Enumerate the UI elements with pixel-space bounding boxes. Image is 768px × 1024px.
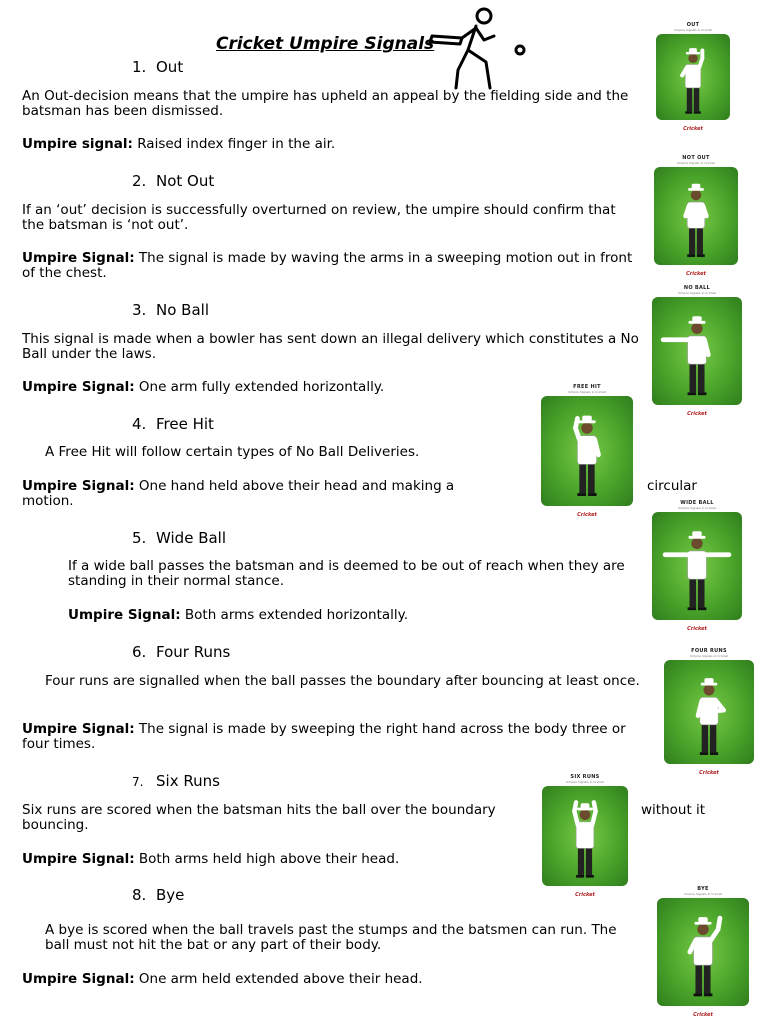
card-subtitle: Umpire Signals in Cricket — [678, 506, 716, 510]
card-title: FREE HIT — [573, 384, 601, 390]
section-6-description: Four runs are signalled when the ball passes the boundary after bouncing at least once. — [45, 673, 640, 689]
umpire-left-shoe — [688, 607, 696, 610]
not-out-signal-image — [652, 155, 740, 277]
card-brand: Cricket — [577, 512, 597, 518]
card-title: NO BALL — [683, 285, 711, 291]
umpire-right-shoe — [710, 752, 718, 755]
section-1-description: An Out-decision means that the umpire has upheld an appeal by the fielding side and the batsman has been dismissed. — [22, 88, 629, 119]
umpire-arm — [718, 918, 720, 929]
umpire-hat-crown — [692, 184, 701, 189]
signal-label: Umpire Signal: — [22, 379, 135, 395]
section-number: 1. — [132, 58, 147, 76]
umpire-left-shoe — [694, 993, 702, 996]
card-subtitle: Umpire Signals in Cricket — [568, 390, 606, 394]
section-5-signal — [68, 608, 643, 623]
card-title: OUT — [686, 22, 700, 28]
section-number: 8. — [132, 886, 147, 904]
umpire-hat-crown — [581, 803, 590, 808]
umpire-left-leg — [689, 225, 695, 255]
umpire-figure-icon — [655, 886, 751, 1018]
no-ball-signal-image — [650, 285, 744, 417]
card-subtitle: Umpire Signals in Cricket — [690, 654, 728, 658]
section-4-heading — [132, 415, 214, 433]
signal-text: One hand held above their head and making a — [134, 478, 455, 494]
umpire-head — [697, 924, 708, 935]
umpire-hat-crown — [692, 531, 701, 537]
section-title: Bye — [156, 886, 185, 904]
umpire-hat-crown — [704, 678, 713, 683]
section-number: 7. — [132, 775, 144, 789]
umpire-left-leg — [579, 461, 586, 494]
umpire-arm — [576, 418, 578, 428]
umpire-right-shoe — [586, 875, 594, 878]
section-6-heading — [132, 643, 230, 661]
card-subtitle: Umpire Signals in Cricket — [678, 291, 716, 295]
batsman-icon — [428, 6, 528, 94]
section-7-heading — [132, 772, 220, 790]
section-1-heading — [132, 58, 183, 76]
section-title: Four Runs — [156, 643, 231, 661]
umpire-left-shoe — [688, 392, 696, 395]
umpire-hat-crown — [692, 316, 701, 322]
section-2-heading — [132, 172, 214, 190]
section-8-description: A bye is scored when the ball travels past the stumps and the batsmen can run. The ball must not hit the bat or any part of their body. — [45, 922, 617, 953]
umpire-left-shoe — [685, 111, 692, 113]
umpire-right-leg — [586, 845, 592, 875]
section-4-signal-continued: circular — [647, 478, 697, 494]
section-4-description: A Free Hit will follow certain types of No Ball Deliveries. — [45, 444, 420, 460]
section-7-description: Six runs are scored when the batsman hits the ball over the boundary — [22, 802, 496, 818]
out-signal-image — [654, 22, 732, 132]
section-number: 4. — [132, 415, 147, 433]
umpire-right-leg — [697, 225, 703, 255]
signal-text: The signal is made by waving the arms in a sweeping motion out in front of the chest. — [22, 250, 633, 281]
page-title: Cricket Umpire Signals — [216, 34, 435, 54]
signal-text: One arm fully extended horizontally. — [134, 379, 385, 395]
section-8-heading — [132, 886, 184, 904]
umpire-left-leg — [689, 575, 696, 607]
umpire-right-leg — [698, 575, 705, 607]
card-subtitle: Umpire Signals in Cricket — [674, 28, 712, 32]
umpire-right-shoe — [698, 607, 706, 610]
umpire-figure-icon — [654, 22, 732, 132]
card-brand: Cricket — [693, 1012, 713, 1018]
umpire-head — [580, 809, 591, 820]
umpire-figure-icon — [652, 155, 740, 277]
card-title: FOUR RUNS — [691, 648, 727, 654]
section-7-description-end: bouncing. — [22, 817, 89, 833]
section-title: Not Out — [156, 172, 215, 190]
section-4-signal-end: motion. — [22, 493, 74, 509]
card-brand: Cricket — [687, 626, 707, 632]
section-8-signal — [22, 972, 647, 987]
section-number: 6. — [132, 643, 147, 661]
card-title: BYE — [697, 886, 709, 892]
umpire-head — [691, 538, 702, 549]
section-title: No Ball — [156, 301, 209, 319]
section-2-signal — [22, 251, 642, 281]
section-3-description: This signal is made when a bowler has sent down an illegal delivery which constitutes a No Ball under the laws. — [22, 331, 639, 362]
card-brand: Cricket — [575, 892, 595, 898]
signal-text: Both arms extended horizontally. — [180, 607, 409, 623]
umpire-right-shoe — [704, 993, 712, 996]
umpire-left-leg — [578, 845, 584, 875]
umpire-right-shoe — [698, 392, 706, 395]
signal-label: Umpire Signal: — [22, 851, 135, 867]
section-number: 5. — [132, 529, 147, 547]
umpire-right-leg — [694, 85, 699, 112]
signal-text: Raised index finger in the air. — [132, 136, 336, 152]
signal-label: Umpire Signal: — [22, 478, 135, 494]
card-brand: Cricket — [687, 411, 707, 417]
umpire-figure-icon — [662, 648, 756, 776]
wide-ball-signal-image — [650, 500, 744, 632]
umpire-right-shoe — [588, 493, 597, 496]
umpire-arm — [574, 802, 576, 811]
section-7-signal — [22, 852, 542, 867]
umpire-right-leg — [588, 461, 595, 494]
signal-text: Both arms held high above their head. — [134, 851, 400, 867]
umpire-head — [691, 323, 702, 334]
umpire-left-leg — [687, 85, 692, 112]
free-hit-signal-image — [539, 384, 635, 518]
card-subtitle: Umpire Signals in Cricket — [566, 780, 604, 784]
four-runs-signal-image — [662, 648, 756, 776]
umpire-left-leg — [689, 360, 696, 392]
section-number: 2. — [132, 172, 147, 190]
umpire-figure-icon — [540, 774, 630, 898]
section-6-signal — [22, 722, 647, 752]
card-title: SIX RUNS — [570, 774, 600, 780]
umpire-left-leg — [702, 721, 708, 752]
umpire-arm — [704, 710, 724, 712]
section-title: Out — [156, 58, 184, 76]
bye-signal-image — [655, 886, 751, 1018]
signal-label: Umpire signal: — [22, 136, 133, 152]
signal-label: Umpire Signal: — [68, 607, 181, 623]
section-4-signal — [22, 479, 542, 494]
card-brand: Cricket — [683, 126, 703, 132]
umpire-figure-icon — [650, 285, 744, 417]
umpire-head — [691, 190, 701, 200]
card-subtitle: Umpire Signals in Cricket — [677, 161, 715, 165]
section-1-signal — [22, 137, 642, 152]
card-title: NOT OUT — [682, 155, 710, 161]
section-7-description-continued: without it — [641, 802, 706, 818]
section-title: Wide Ball — [156, 529, 227, 547]
section-2-description: If an ‘out’ decision is successfully overturned on review, the umpire should confirm that the batsman is ‘not out’. — [22, 202, 616, 233]
six-runs-signal-image — [540, 774, 630, 898]
umpire-right-leg — [710, 721, 716, 752]
card-subtitle: Umpire Signals in Cricket — [684, 892, 722, 896]
umpire-right-leg — [698, 360, 705, 392]
umpire-figure-icon — [539, 384, 635, 518]
section-title: Free Hit — [156, 415, 214, 433]
signal-label: Umpire Signal: — [22, 250, 135, 266]
section-3-heading — [132, 301, 209, 319]
umpire-hat-crown — [689, 48, 697, 53]
umpire-left-shoe — [576, 875, 584, 878]
section-title: Six Runs — [156, 772, 220, 790]
umpire-figure-icon — [650, 500, 744, 632]
umpire-hat-crown — [582, 416, 592, 422]
umpire-right-shoe — [697, 254, 705, 257]
umpire-head — [581, 422, 592, 433]
section-5-heading — [132, 529, 226, 547]
umpire-head — [704, 685, 715, 696]
umpire-left-shoe — [700, 752, 708, 755]
card-brand: Cricket — [699, 770, 719, 776]
umpire-left-shoe — [577, 493, 586, 496]
umpire-arm — [594, 802, 596, 811]
card-brand: Cricket — [686, 271, 706, 277]
signal-text: One arm held extended above their head. — [134, 971, 423, 987]
umpire-left-leg — [695, 961, 702, 993]
signal-label: Umpire Signal: — [22, 721, 135, 737]
umpire-head — [688, 54, 697, 63]
umpire-right-leg — [704, 961, 711, 993]
section-5-description: If a wide ball passes the batsman and is deemed to be out of reach when they are standing in their normal stance. — [68, 558, 625, 589]
section-number: 3. — [132, 301, 147, 319]
signal-text: The signal is made by sweeping the right hand across the body three or four times. — [22, 721, 626, 752]
umpire-hat-crown — [698, 917, 707, 923]
umpire-left-shoe — [687, 254, 695, 257]
signal-label: Umpire Signal: — [22, 971, 135, 987]
umpire-right-shoe — [694, 111, 701, 113]
card-title: WIDE BALL — [680, 500, 714, 506]
